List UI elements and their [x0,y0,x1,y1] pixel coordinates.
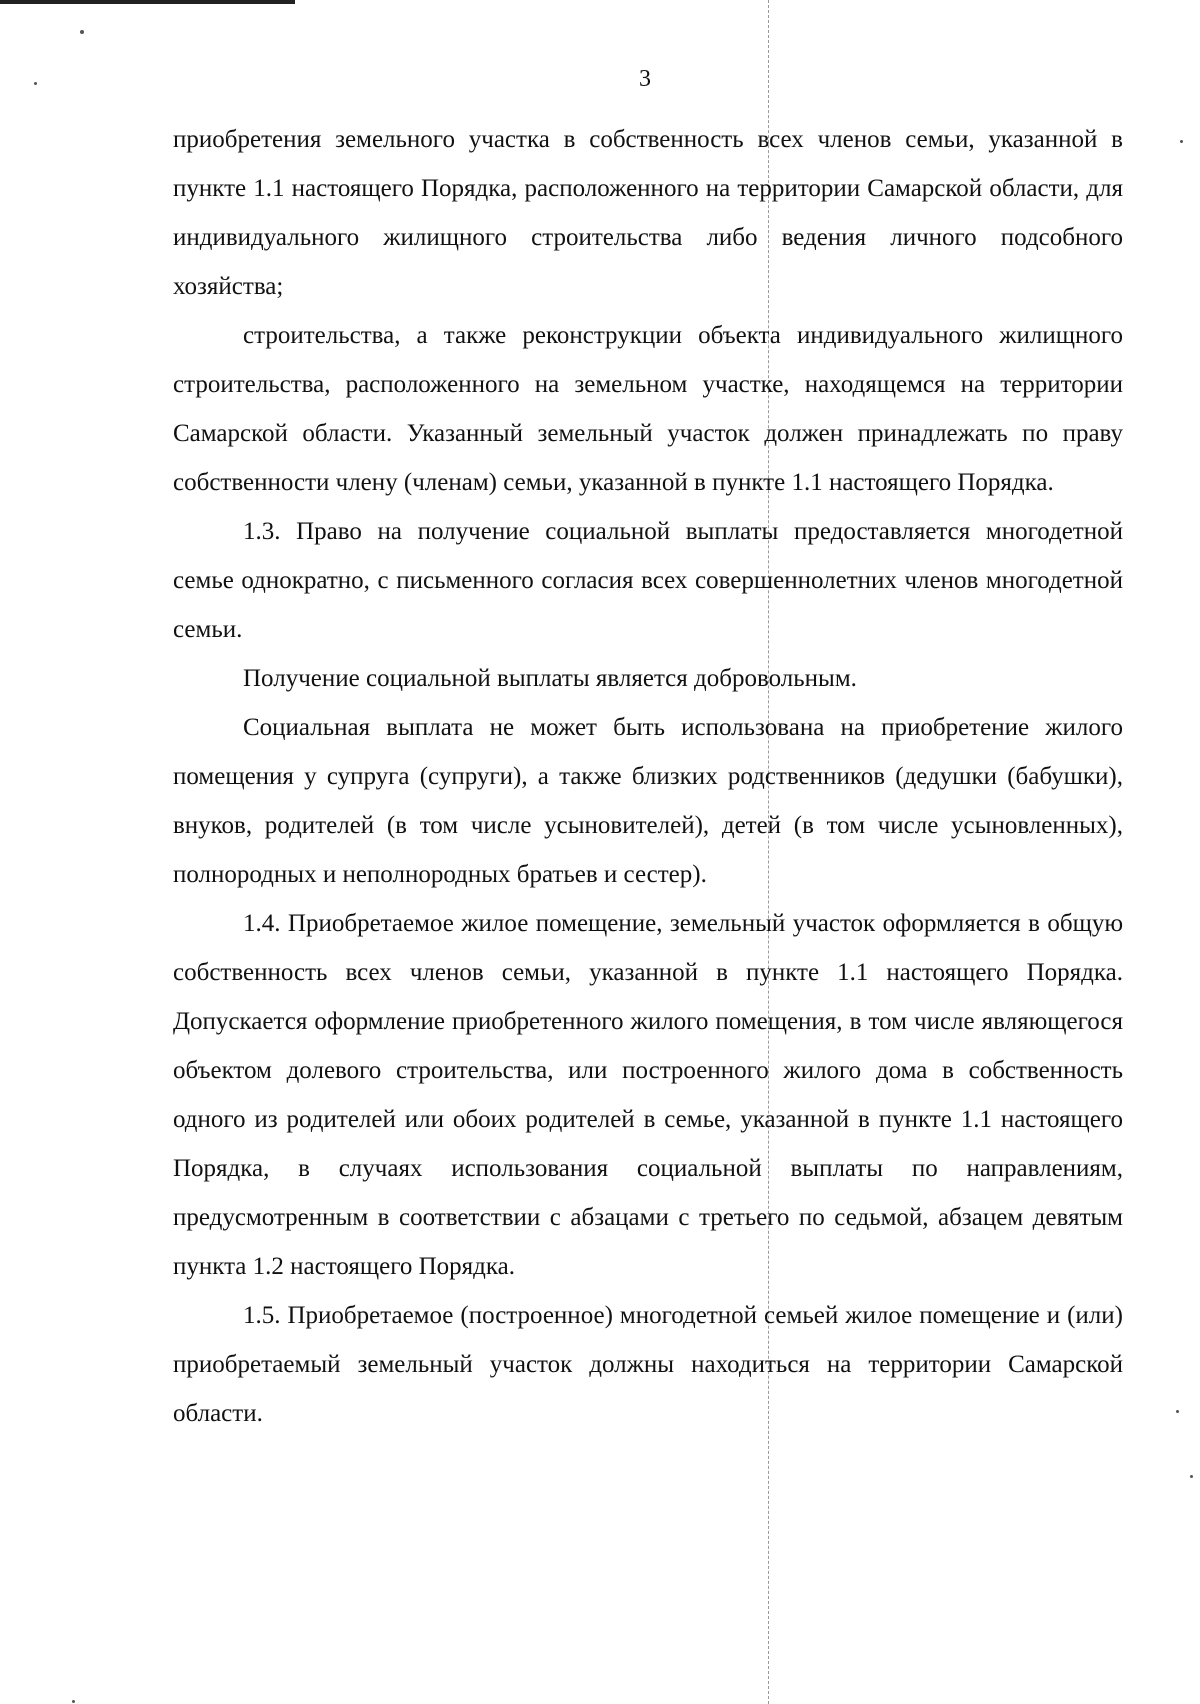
scan-speck [1180,140,1183,143]
paragraph-construction: строительства, а также реконструкции объекта индивидуального жилищного строительства, расположенного на земельном участке, находящемся на территории Самарской области. Указанный земельный участок должен принадлежать по праву собственности члену (членам) семьи, указанной в пункте 1.1 настоящего Порядка. [173,322,1123,496]
scan-speck [80,30,84,34]
paragraph-restrictions: Социальная выплата не может быть использована на приобретение жилого помещения у супруга (супруги), а также близких родственников (дедушки (бабушки), внуков, родителей (в том числе усыновителей), детей (в том числе усыновленных), полнородных и неполнородных братьев и сестер). [173,714,1123,888]
paragraph-1-3: 1.3. Право на получение социальной выплаты предоставляется многодетной семье однократно, с письменного согласия всех совершеннолетних членов многодетной семьи. [173,518,1123,643]
page-number: 3 [639,66,651,92]
paragraph-land-purchase: приобретения земельного участка в собственность всех членов семьи, указанной в пункте 1.1 настоящего Порядка, расположенного на территории Самарской области, для индивидуального жилищного строительства либо ведения личного подсобного хозяйства; [173,126,1123,300]
paragraph-1-5: 1.5. Приобретаемое (построенное) многодетной семьей жилое помещение и (или) приобретаемый земельный участок должны находиться на территории Самарской области. [173,1302,1123,1427]
scan-speck [1190,1475,1193,1478]
scan-speck [1176,1410,1179,1413]
paragraph-1-4: 1.4. Приобретаемое жилое помещение, земельный участок оформляется в общую собственность всех членов семьи, указанной в пункте 1.1 настоящего Порядка. Допускается оформление приобретенного жилого помещения, в том числе являющегося объектом долевого строительства, или построенного жилого дома в собственность одного из родителей или обоих родителей в семье, указанной в пункте 1.1 настоящего Порядка, в случаях использования социальной выплаты по направлениям, предусмотренным в соответствии с абзацами с третьего по седьмой, абзацем девятым пункта 1.2 настоящего Порядка. [173,910,1123,1280]
scan-edge-rule [0,0,295,4]
paragraph-voluntary: Получение социальной выплаты является добровольным. [243,665,857,692]
document-body [173,115,1123,1438]
scan-speck [72,1700,75,1703]
